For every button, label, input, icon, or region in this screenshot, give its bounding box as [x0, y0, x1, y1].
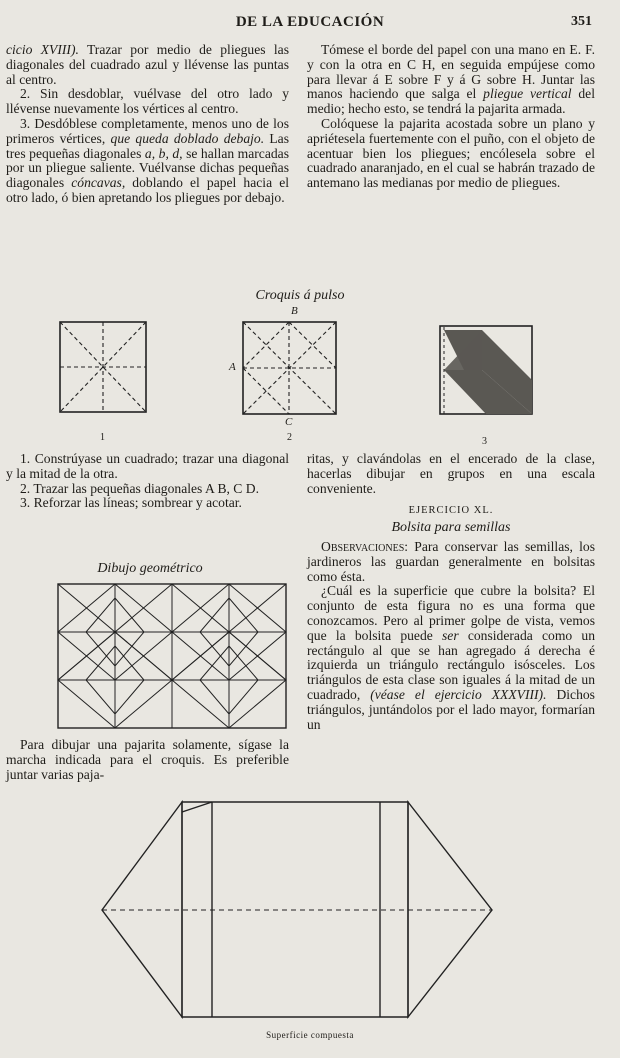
figure-2-label-b: B — [291, 305, 298, 317]
right-column-middle — [307, 452, 595, 732]
text-run: cóncavas, — [71, 175, 126, 191]
text-run: Trazar por medio de pliegues las diagonales del cuadrado azul y llévense las puntas al centro. — [6, 42, 289, 87]
figure-2-label-c: C — [285, 416, 293, 428]
right-mid-intro — [307, 452, 595, 496]
left_top-paragraph — [6, 43, 289, 87]
left_mid-paragraph — [6, 452, 289, 482]
left_mid-paragraph — [6, 496, 289, 511]
figure-1-number: 1 — [100, 432, 105, 443]
right_mid_body-paragraph — [307, 584, 595, 732]
text-run: Observaciones: — [321, 538, 409, 554]
figure-caption-composite-surface: Superficie compuesta — [266, 1030, 354, 1040]
text-run: 1. Constrúyase un cuadrado; trazar una diagonal y la mitad de la otra. — [6, 451, 289, 481]
left_low-paragraph — [6, 738, 289, 782]
text-run: Para conservar las semillas, los jardineros las guardan generalmente en bolsitas como ésta. — [307, 538, 595, 584]
text-run: Para dibujar una pajarita solamente, sígase la marcha indicada para el croquis. Es preferible juntar varias paja- — [6, 737, 289, 782]
figure-2-number: 2 — [287, 432, 292, 443]
right_top-paragraph — [307, 43, 595, 117]
text-run: a, b, d, — [144, 145, 183, 161]
page-header — [0, 14, 620, 36]
geometric-pattern — [58, 584, 286, 728]
text-run: Colóquese la pajarita acostada sobre un plano y apriétesela fuertemente con el puño, con el objeto de acentuar bien los pliegues; encólesela sobre el cuadrado anaranjado, en el cual se habrán trazado de antemano las medianas por medio de pliegues. — [307, 115, 595, 191]
text-run: del medio; hecho esto, se tendrá la pajarita armada. — [307, 86, 595, 117]
left-column-top — [6, 43, 289, 206]
text-run: doblando el papel hacia el otro lado, ó bien apretando los pliegues por debajo. — [6, 175, 289, 205]
text-run: Las tres pequeñas diagonales — [6, 130, 289, 161]
seed-bag-diagram — [100, 792, 495, 1030]
figure-2-label-a: A — [229, 361, 236, 373]
text-run: 2. Trazar las pequeñas diagonales A B, C D. — [20, 480, 259, 496]
text-run: ritas, y clavándolas en el encerado de la clase, hacerlas dibujar en grupos en una escala conveniente. — [307, 451, 595, 496]
text-run: (véase el ejercicio XXXVIII). — [370, 686, 547, 702]
sketch-caption: Croquis á pulso — [255, 288, 345, 303]
figure-2-square — [243, 322, 336, 414]
text-run: 3. Desdóblese completamente, menos uno de los primeros vértices, — [6, 115, 289, 146]
text-run: ser — [442, 627, 459, 643]
exercise-label: EJERCICIO XL. — [408, 505, 494, 517]
text-run: se hallan marcadas por un pliegue saliente. Vuélvanse dichas pequeñas diagonales — [6, 145, 289, 191]
left_top-paragraph — [6, 87, 289, 117]
left_top-paragraph — [6, 117, 289, 206]
text-run: ¿Cuál es la superficie que cubre la bolsita? El conjunto de esta figura no es una forma que conozcamos. Pero al primer golpe de vista, vemos que la bolsita puede — [307, 583, 595, 643]
text-run: 3. Reforzar las líneas; sombrear y acotar. — [20, 495, 242, 511]
text-run: pliegue vertical — [483, 86, 572, 102]
page-number: 351 — [571, 14, 592, 29]
right-column-top — [307, 43, 595, 191]
left-column-middle — [6, 452, 289, 511]
figure-3-number: 3 — [482, 436, 487, 447]
right-mid-body — [307, 540, 595, 732]
figure-1-square — [60, 322, 146, 412]
text-run: considerada como un rectángulo al que se han agregado á derecha é izquierda un triángulo rectángulo isósceles. Los triángulos de esta clase son iguales á la mitad de un cuadrado, — [307, 627, 595, 702]
left_mid-paragraph — [6, 482, 289, 497]
right_top-paragraph — [307, 117, 595, 191]
running-title: DE LA EDUCACIÓN — [235, 14, 385, 30]
text-run: Dichos triángulos, juntándolos por el lado mayor, formarían un — [307, 686, 595, 732]
right_mid_intro-paragraph — [307, 452, 595, 496]
text-run: cicio XVIII). — [6, 42, 79, 57]
left-column-bottom — [6, 738, 289, 782]
figure-3-shaded-square — [440, 326, 532, 414]
right_mid_body-paragraph — [307, 540, 595, 584]
exercise-title: Bolsita para semillas — [391, 520, 511, 536]
text-run: que queda doblado debajo. — [110, 130, 265, 146]
text-run: 2. Sin desdoblar, vuélvase del otro lado y llévense nuevamente los vértices al centro. — [6, 86, 289, 117]
geometric-drawing-caption: Dibujo geométrico — [97, 561, 203, 576]
text-run: Tómese el borde del papel con una mano en E. F. y con la otra en C H, en seguida empújese como para llevar á E sobre F y á G sobre H. Juntar las manos haciendo que salga el — [307, 42, 595, 102]
